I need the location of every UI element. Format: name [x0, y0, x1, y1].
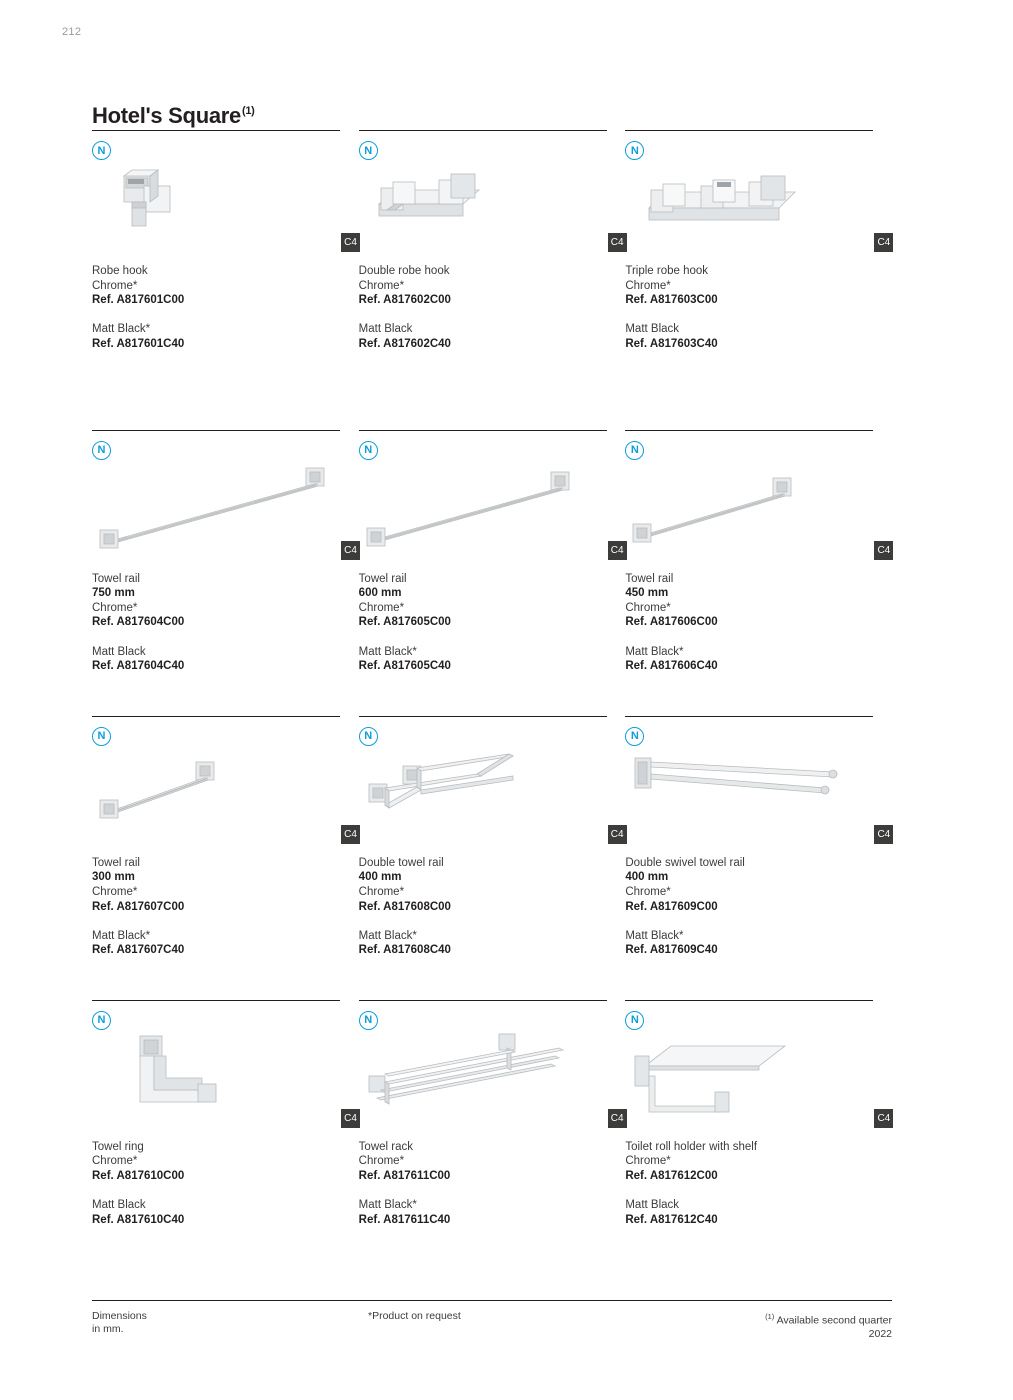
footer-availability-text: Available second quarter: [776, 1314, 892, 1327]
divider: [359, 716, 607, 717]
product-finish-1: Chrome*: [92, 279, 138, 292]
product-name: Towel rail: [358, 572, 407, 585]
footer-availability: [644, 1310, 892, 1341]
category-badge: C4: [874, 541, 893, 560]
product-ref-1: Ref. A817601C00: [92, 294, 185, 307]
divider: [625, 130, 873, 131]
product-grid: [92, 130, 892, 1227]
category-badge: C4: [608, 825, 627, 844]
new-badge: N: [625, 727, 644, 746]
divider: [625, 430, 873, 431]
product-name: Toilet roll holder with shelf: [625, 1140, 758, 1153]
footer-product-note: *Product on request: [368, 1310, 461, 1322]
product-name: Towel rack: [358, 1140, 413, 1153]
product-finish-2: Matt Black: [92, 645, 146, 658]
product-description: [625, 572, 873, 674]
product-finish-2: Matt Black*: [358, 929, 417, 942]
product-ref-1: Ref. A817612C00: [625, 1170, 718, 1183]
product-description: [92, 264, 340, 352]
product-name: Towel ring: [92, 1140, 144, 1153]
category-badge: C4: [874, 233, 893, 252]
product-ref-2: Ref. A817609C40: [625, 944, 718, 957]
new-badge: N: [359, 1011, 378, 1030]
product-finish-2: Matt Black: [92, 1199, 146, 1212]
product-image-double-towel-rail: [359, 746, 624, 844]
product-finish-1: Chrome*: [625, 885, 671, 898]
product-finish-2: Matt Black*: [92, 929, 151, 942]
product-row: [92, 130, 892, 352]
product-ref-2: Ref. A817608C40: [358, 944, 451, 957]
divider: [92, 130, 340, 131]
product-ref-1: Ref. A817605C00: [358, 616, 451, 629]
footer-availability-line-2: 2022: [868, 1327, 892, 1340]
product-finish-1: Chrome*: [625, 1155, 671, 1168]
page-footer: [92, 1300, 892, 1341]
product-size: 400 mm: [358, 871, 402, 884]
product-name: Triple robe hook: [625, 265, 709, 277]
product-cell: [625, 716, 892, 958]
footer-availability-line-1: [644, 1310, 892, 1328]
product-size: 450 mm: [625, 587, 669, 600]
footer-dimensions-line-2: in mm.: [92, 1323, 124, 1335]
category-badge: C4: [608, 233, 627, 252]
product-cell: [92, 430, 359, 674]
product-description: [625, 856, 873, 958]
product-finish-2: Matt Black*: [625, 645, 684, 658]
product-description: [359, 264, 607, 352]
page-title-footnote-marker: (1): [241, 105, 255, 118]
divider: [359, 430, 607, 431]
product-ref-1: Ref. A817608C00: [358, 900, 451, 913]
product-cell: [359, 430, 626, 674]
product-finish-1: Chrome*: [92, 885, 138, 898]
product-finish-1: Chrome*: [92, 1155, 138, 1168]
product-image-robe-hook: [92, 160, 357, 252]
product-finish-2: Matt Black*: [358, 1199, 417, 1212]
product-ref-2: Ref. A817601C40: [92, 337, 185, 350]
product-finish-2: Matt Black: [358, 323, 413, 336]
product-description: [92, 1140, 340, 1228]
product-cell: [625, 430, 892, 674]
product-cell: [92, 716, 359, 958]
divider: [359, 1000, 607, 1001]
product-ref-1: Ref. A817606C00: [625, 616, 718, 629]
product-finish-1: Chrome*: [625, 279, 671, 292]
footnote-marker: (1): [765, 1312, 775, 1321]
page-title-text: Hotel's Square: [92, 102, 241, 128]
page-number: 212: [62, 26, 82, 38]
product-name: Double towel rail: [358, 856, 444, 869]
product-finish-1: Chrome*: [358, 1155, 405, 1168]
product-cell: [92, 1000, 359, 1228]
divider: [92, 1000, 340, 1001]
product-ref-2: Ref. A817607C40: [92, 944, 185, 957]
product-name: Double swivel towel rail: [625, 856, 745, 869]
product-ref-1: Ref. A817611C00: [358, 1170, 451, 1183]
product-finish-1: Chrome*: [358, 601, 405, 614]
category-badge: C4: [608, 541, 627, 560]
product-image-towel-rack: [359, 1030, 624, 1128]
divider: [92, 430, 340, 431]
product-description: [625, 1140, 873, 1228]
product-row: [92, 1000, 892, 1228]
product-finish-2: Matt Black*: [92, 323, 151, 336]
new-badge: N: [359, 727, 378, 746]
category-badge: C4: [608, 1109, 627, 1128]
product-image-towel-rail-450: [625, 460, 891, 560]
product-name: Towel rail: [625, 572, 674, 585]
product-ref-1: Ref. A817609C00: [625, 900, 718, 913]
product-finish-2: Matt Black*: [625, 929, 684, 942]
product-finish-2: Matt Black: [625, 323, 680, 336]
product-image-triple-robe-hook: [625, 160, 891, 252]
product-finish-2: Matt Black: [625, 1199, 680, 1212]
product-cell: [359, 716, 626, 958]
product-image-towel-rail-300: [92, 746, 357, 844]
product-ref-1: Ref. A817607C00: [92, 900, 185, 913]
footer-dimensions-line-1: Dimensions: [92, 1310, 147, 1322]
new-badge: N: [359, 141, 378, 160]
new-badge: N: [92, 441, 111, 460]
product-description: [92, 572, 340, 674]
product-ref-2: Ref. A817602C40: [358, 337, 451, 350]
divider: [92, 716, 340, 717]
new-badge: N: [625, 1011, 644, 1030]
product-size: 600 mm: [358, 587, 402, 600]
product-ref-1: Ref. A817602C00: [358, 294, 451, 307]
product-ref-1: Ref. A817603C00: [625, 294, 718, 307]
product-name: Towel rail: [92, 572, 140, 585]
product-image-towel-ring: [92, 1030, 357, 1128]
product-ref-2: Ref. A817606C40: [625, 660, 718, 673]
product-image-towel-rail-750: [92, 460, 357, 560]
product-size: 400 mm: [625, 871, 669, 884]
divider: [625, 716, 873, 717]
category-badge: C4: [874, 1109, 893, 1128]
product-description: [92, 856, 340, 958]
product-finish-1: Chrome*: [358, 885, 405, 898]
product-description: [359, 572, 607, 674]
product-ref-2: Ref. A817605C40: [358, 660, 451, 673]
new-badge: N: [92, 1011, 111, 1030]
product-size: 300 mm: [92, 871, 135, 884]
footer-dimensions: [92, 1310, 368, 1341]
category-badge: C4: [341, 825, 360, 844]
category-badge: C4: [341, 541, 360, 560]
new-badge: N: [92, 141, 111, 160]
product-description: [359, 1140, 607, 1228]
product-image-double-swivel-towel-rail: [625, 746, 891, 844]
product-ref-2: Ref. A817604C40: [92, 660, 185, 673]
product-cell: [625, 130, 892, 352]
page-title: [92, 103, 255, 129]
product-description: [359, 856, 607, 958]
product-description: [625, 264, 873, 352]
product-row: [92, 716, 892, 958]
new-badge: N: [625, 441, 644, 460]
divider: [625, 1000, 873, 1001]
product-finish-1: Chrome*: [358, 279, 405, 292]
category-badge: C4: [341, 1109, 360, 1128]
product-ref-1: Ref. A817610C00: [92, 1170, 185, 1183]
product-ref-1: Ref. A817604C00: [92, 616, 185, 629]
product-cell: [359, 1000, 626, 1228]
product-cell: [92, 130, 359, 352]
product-ref-2: Ref. A817611C40: [358, 1213, 451, 1226]
product-name: Robe hook: [92, 265, 148, 277]
product-finish-2: Matt Black*: [358, 645, 417, 658]
category-badge: C4: [341, 233, 360, 252]
product-image-double-robe-hook: [359, 160, 624, 252]
new-badge: N: [359, 441, 378, 460]
product-image-toilet-roll-holder-shelf: [625, 1030, 891, 1128]
product-ref-2: Ref. A817610C40: [92, 1213, 185, 1226]
product-cell: [359, 130, 626, 352]
new-badge: N: [625, 141, 644, 160]
product-name: Towel rail: [92, 856, 140, 869]
divider: [359, 130, 607, 131]
product-cell: [625, 1000, 892, 1228]
product-finish-1: Chrome*: [92, 601, 138, 614]
product-image-towel-rail-600: [359, 460, 624, 560]
product-size: 750 mm: [92, 587, 135, 600]
category-badge: C4: [874, 825, 893, 844]
new-badge: N: [92, 727, 111, 746]
product-row: [92, 430, 892, 674]
product-name: Double robe hook: [358, 265, 450, 277]
product-finish-1: Chrome*: [625, 601, 671, 614]
product-ref-2: Ref. A817603C40: [625, 337, 718, 350]
product-ref-2: Ref. A817612C40: [625, 1213, 718, 1226]
